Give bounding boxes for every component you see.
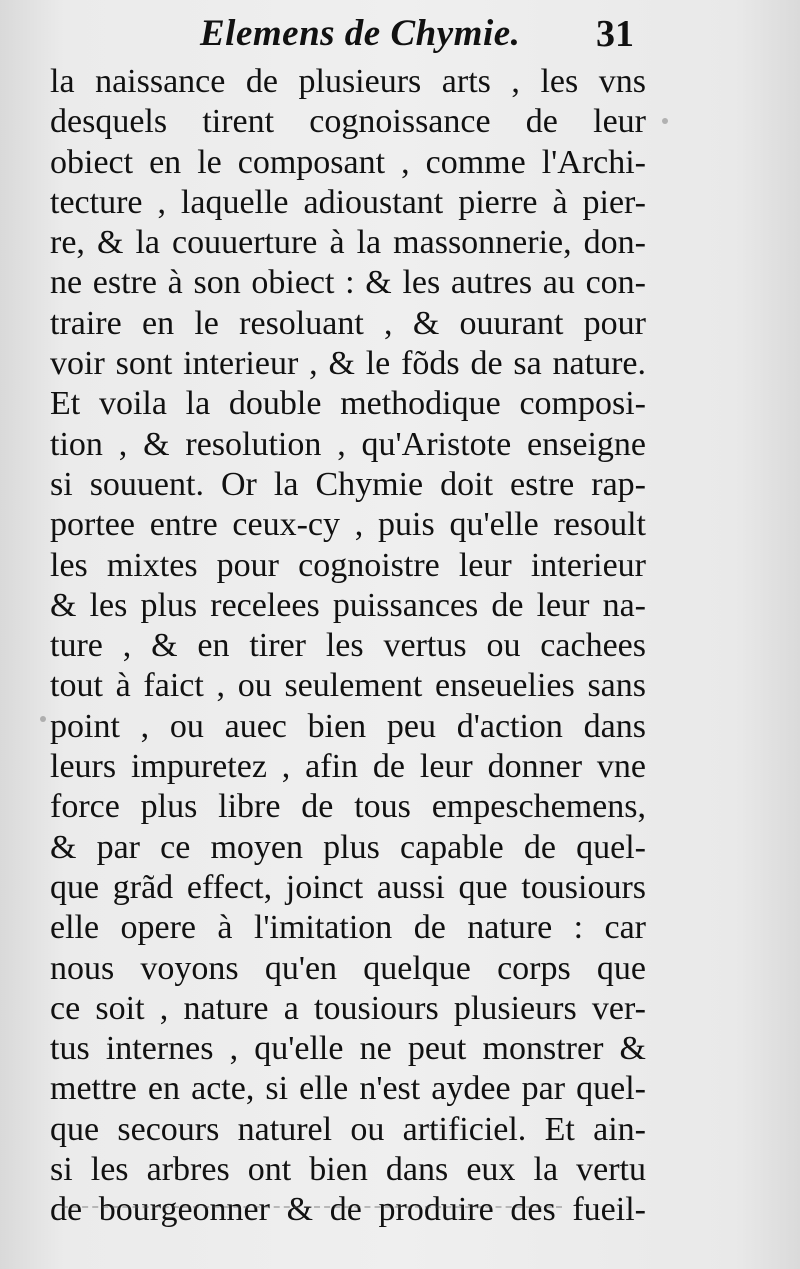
text-line: desquels tirent cognoissance de leur — [50, 103, 646, 141]
text-line: ne estre à son obiect : & les autres au con- — [50, 264, 646, 302]
text-line: mettre en acte, si elle n'est aydee par quel- — [50, 1070, 646, 1108]
text-line: si souuent. Or la Chymie doit estre rap- — [50, 465, 646, 503]
text-line: Et voila la double methodique composi- — [50, 385, 646, 423]
text-line: que secours naturel ou artificiel. Et ain- — [50, 1110, 646, 1148]
text-line: & par ce moyen plus capable de quel- — [50, 828, 646, 866]
paper-speck — [662, 118, 668, 124]
text-line: elle opere à l'imitation de nature : car — [50, 909, 646, 947]
text-line: nous voyons qu'en quelque corps que — [50, 949, 646, 987]
text-line: tecture , laquelle adioustant pierre à pier- — [50, 183, 646, 221]
text-line: tion , & resolution , qu'Aristote enseigne — [50, 425, 646, 463]
bleed-through-marks — [62, 1206, 562, 1258]
text-line: re, & la couuerture à la massonnerie, don- — [50, 224, 646, 262]
running-title: Elemens de Chymie. — [200, 13, 521, 54]
text-line: voir sont interieur , & le fõds de sa nature. — [50, 345, 646, 383]
text-line: portee entre ceux-cy , puis qu'elle resoult — [50, 506, 646, 544]
text-line: & les plus recelees puissances de leur na- — [50, 586, 646, 624]
text-line: si les arbres ont bien dans eux la vertu — [50, 1151, 646, 1189]
text-line: ture , & en tirer les vertus ou cachees — [50, 627, 646, 665]
text-line: point , ou auec bien peu d'action dans — [50, 707, 646, 745]
text-line: leurs impuretez , afin de leur donner vne — [50, 748, 646, 786]
text-line: ce soit , nature a tousiours plusieurs ver- — [50, 989, 646, 1027]
text-line: traire en le resoluant , & ouurant pour — [50, 304, 646, 342]
paper-speck — [40, 716, 46, 722]
page-number: 31 — [596, 13, 634, 55]
text-line: que grãd effect, joinct aussi que tousiours — [50, 868, 646, 906]
text-line: de bourgeonner & de produire des fueil- — [50, 1191, 646, 1229]
text-line: tout à faict , ou seulement enseuelies sans — [50, 667, 646, 705]
body-text — [50, 62, 646, 1231]
text-line: la naissance de plusieurs arts , les vns — [50, 63, 646, 100]
text-line: les mixtes pour cognoistre leur interieur — [50, 546, 646, 584]
text-line: force plus libre de tous empeschemens, — [50, 788, 646, 826]
text-line: obiect en le composant , comme l'Archi- — [50, 143, 646, 181]
text-line: tus internes , qu'elle ne peut monstrer & — [50, 1030, 646, 1068]
